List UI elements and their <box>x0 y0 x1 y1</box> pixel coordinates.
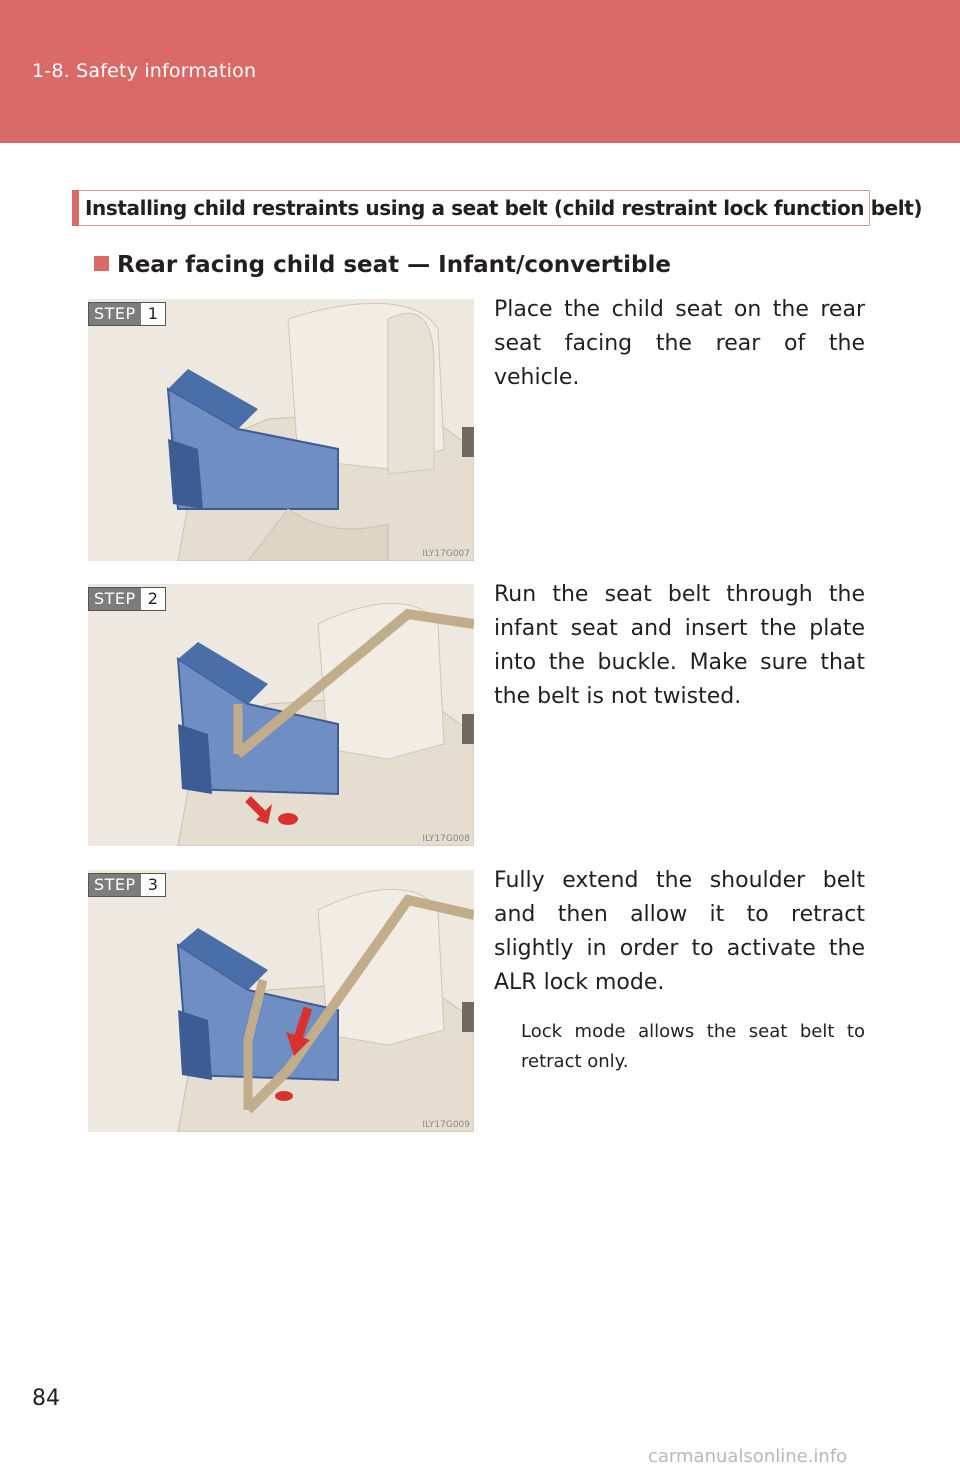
figure-code: ILY17G008 <box>422 834 470 844</box>
step-1-text: Place the child seat on the rear seat facing the rear of the vehicle. <box>494 297 865 390</box>
step-3-illustration <box>88 870 474 1132</box>
step-label: STEP <box>89 303 141 325</box>
section-title-accent-bar <box>72 190 79 226</box>
child-seat-on-rear-seat-illustration <box>88 299 474 561</box>
step-2-text: Run the seat belt through the infant seat and insert the plate into the buckle. Make sure that the belt is not twisted. <box>494 582 865 709</box>
watermark: carmanualsonline.info <box>648 1446 848 1467</box>
belt-through-infant-seat-illustration <box>88 584 474 846</box>
step-number: 2 <box>147 589 158 608</box>
step-3-text: Fully extend the shoulder belt and then allow it to retract slightly in order to activate the ALR lock mode. <box>494 868 865 995</box>
step-label: STEP <box>89 588 141 610</box>
section-title-box <box>72 190 923 226</box>
step-1-illustration <box>88 299 474 561</box>
header-section-title: 1-8. Safety information <box>32 60 257 82</box>
step-3-badge <box>88 873 166 897</box>
step-number: 3 <box>147 875 158 894</box>
subheading <box>94 252 671 278</box>
shoulder-belt-lock-illustration <box>88 870 474 1132</box>
step-number: 1 <box>147 304 158 323</box>
subheading-text: Rear facing child seat — Infant/convertible <box>117 252 671 278</box>
step-label: STEP <box>89 874 141 896</box>
square-bullet-icon <box>94 256 109 271</box>
step-2-badge <box>88 587 166 611</box>
lock-mode-note: Lock mode allows the seat belt to retract only. <box>521 1021 865 1072</box>
figure-code: ILY17G009 <box>422 1120 470 1130</box>
page-number: 84 <box>32 1386 60 1411</box>
figure-code: ILY17G007 <box>422 549 470 559</box>
page-header <box>0 0 960 143</box>
section-title: Installing child restraints using a seat belt (child restraint lock function belt) <box>85 196 923 220</box>
step-2-illustration <box>88 584 474 846</box>
step-1-badge <box>88 302 166 326</box>
